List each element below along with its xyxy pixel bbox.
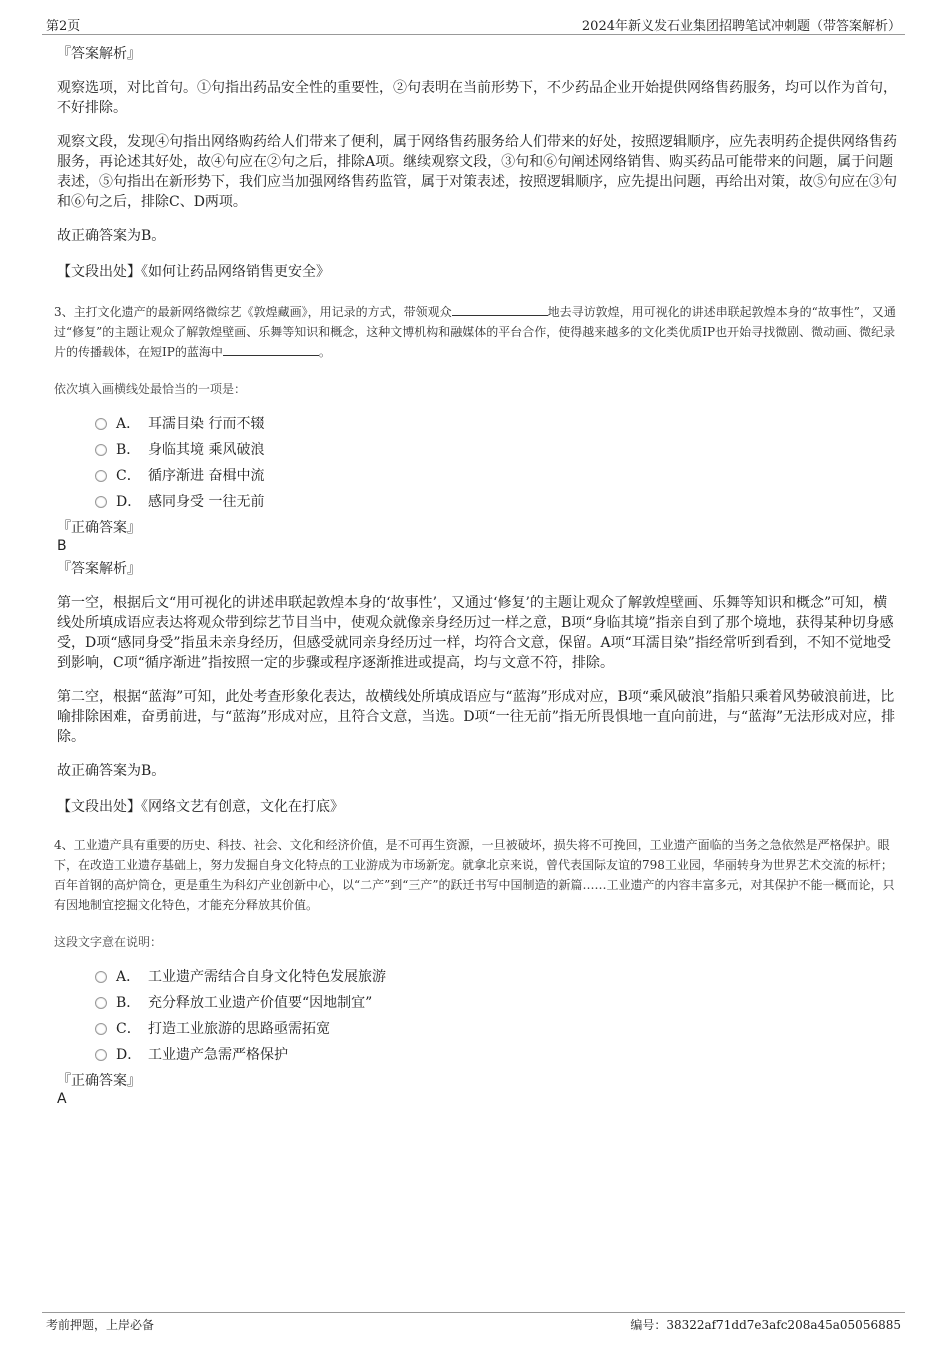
page-header — [42, 14, 905, 35]
analysis-paragraph: 观察文段，发现④句指出网络购药给人们带来了便利，属于网络售药服务给人们带来的好处，按照逻辑顺序，应先表明药企提供网络售药服务，再论述其好处，故④句应在②句之后，排除A项。继续观察文段，③句和⑥句阐述网络销售、购买药品可能带来的问题，属于问题表述，⑤句指出在新形势下，我们应当加强网络售药监管，属于对策表述，按照逻辑顺序，应先提出问题，再给出对策，故⑤句应在③句和⑥句之后，排除C、D两项。 — [57, 134, 897, 210]
option-c[interactable]: C． 循序渐进 奋楫中流 — [95, 463, 900, 489]
conclusion: 故正确答案为B。 — [57, 228, 166, 244]
page-footer — [42, 1312, 905, 1335]
option-a[interactable]: A． 耳濡目染 行而不辍 — [95, 411, 900, 437]
option-c[interactable]: C． 打造工业旅游的思路亟需拓宽 — [95, 1016, 900, 1042]
correct-answer-heading: 『正确答案』 — [57, 520, 141, 536]
question-text-part: 。 — [318, 345, 331, 359]
question-prompt: 依次填入画横线处最恰当的一项是： — [54, 382, 247, 396]
page-number: 第2页 — [46, 19, 81, 34]
question-text — [54, 302, 900, 362]
option-list — [95, 411, 900, 515]
source-citation: 【文段出处】《网络文艺有创意，文化在打底》 — [57, 799, 344, 815]
analysis-heading: 『答案解析』 — [57, 561, 141, 577]
option-d[interactable]: D． 工业遗产急需严格保护 — [95, 1042, 900, 1068]
radio-icon[interactable] — [95, 1049, 107, 1061]
question-text-part: 地去寻访敦煌，用可视化的讲述串联起敦煌本身的“故事性”，又通过“修复”的主题让观众了解敦煌壁画、乐舞等知识和概念，这种文博机构和融媒体的平台合作，使得越来越多的文化类优质IP也开始寻找微剧、微动画、微纪录片的传播载体，在短IP的蓝海中 — [54, 305, 896, 359]
footer-slogan: 考前押题，上岸必备 — [46, 1318, 155, 1332]
option-b[interactable]: B． 充分释放工业遗产价值要“因地制宜” — [95, 990, 900, 1016]
question-prompt: 这段文字意在说明： — [54, 935, 163, 949]
radio-icon[interactable] — [95, 997, 107, 1009]
source-citation: 【文段出处】《如何让药品网络销售更安全》 — [57, 264, 330, 280]
question-text-part: 3、主打文化遗产的最新网络微综艺《敦煌藏画》，用记录的方式，带领观众 — [54, 305, 452, 319]
conclusion: 故正确答案为B。 — [57, 763, 166, 779]
question-text: 4、工业遗产具有重要的历史、科技、社会、文化和经济价值，是不可再生资源，一旦被破坏，损失将不可挽回，工业遗产面临的当务之急依然是严格保护。眼下，在改造工业遗存基础上，努力发掘自身文化特点的工业游成为市场新宠。就拿北京来说，曾代表国际友谊的798工业园，华丽转身为世界艺术交流的标杆；百年首钢的高炉筒仓，更是重生为科幻产业创新中心，以“二产”到“三产”的跃迁书写中国制造的新篇……工业遗产的内容丰富多元，对其保护不能一概而论，只有因地制宜挖掘文化特色，才能充分释放其价值。 — [54, 838, 895, 912]
fill-blank — [452, 303, 548, 316]
option-a[interactable]: A． 工业遗产需结合自身文化特色发展旅游 — [95, 964, 900, 990]
correct-answer-heading: 『正确答案』 — [57, 1073, 141, 1089]
radio-icon[interactable] — [95, 444, 107, 456]
analysis-heading: 『答案解析』 — [57, 46, 141, 62]
analysis-paragraph: 观察选项，对比首句。①句指出药品安全性的重要性，②句表明在当前形势下，不少药品企业开始提供网络售药服务，均可以作为首句，不好排除。 — [57, 80, 897, 116]
document-title: 2024年新义发石业集团招聘笔试冲刺题（带答案解析） — [581, 19, 901, 34]
option-d[interactable]: D． 感同身受 一往无前 — [95, 489, 900, 515]
page-content — [54, 44, 900, 1112]
document-code: 编号：38322af71dd7e3afc208a45a05056885 — [630, 1318, 901, 1332]
option-b[interactable]: B． 身临其境 乘风破浪 — [95, 437, 900, 463]
radio-icon[interactable] — [95, 496, 107, 508]
fill-blank — [223, 343, 319, 356]
correct-answer-value: A — [57, 1091, 67, 1107]
correct-answer-value: B — [57, 538, 67, 554]
radio-icon[interactable] — [95, 1023, 107, 1035]
option-list — [95, 964, 900, 1068]
analysis-paragraph: 第一空，根据后文“用可视化的讲述串联起敦煌本身的‘故事性’，又通过‘修复’的主题让观众了解敦煌壁画、乐舞等知识和概念”可知，横线处所填成语应表达将观众带到综艺节目当中，使观众就像亲身经历过一样之意，B项“身临其境”指亲自到了那个境地，获得某种切身感受，D项“感同身受”指虽未亲身经历，但感受就同亲身经历过一样，均符合文意，保留。A项“耳濡目染”指经常听到看到，不知不觉地受到影响，C项“循序渐进”指按照一定的步骤或程序逐渐推进或提高，均与文意不符，排除。 — [57, 595, 894, 671]
radio-icon[interactable] — [95, 470, 107, 482]
analysis-paragraph: 第二空，根据“蓝海”可知，此处考查形象化表达，故横线处所填成语应与“蓝海”形成对应，B项“乘风破浪”指船只乘着风势破浪前进，比喻排除困难，奋勇前进，与“蓝海”形成对应，且符合文意，当选。D项“一往无前”指无所畏惧地一直向前进，与“蓝海”无法形成对应，排除。 — [57, 689, 896, 745]
radio-icon[interactable] — [95, 971, 107, 983]
radio-icon[interactable] — [95, 418, 107, 430]
